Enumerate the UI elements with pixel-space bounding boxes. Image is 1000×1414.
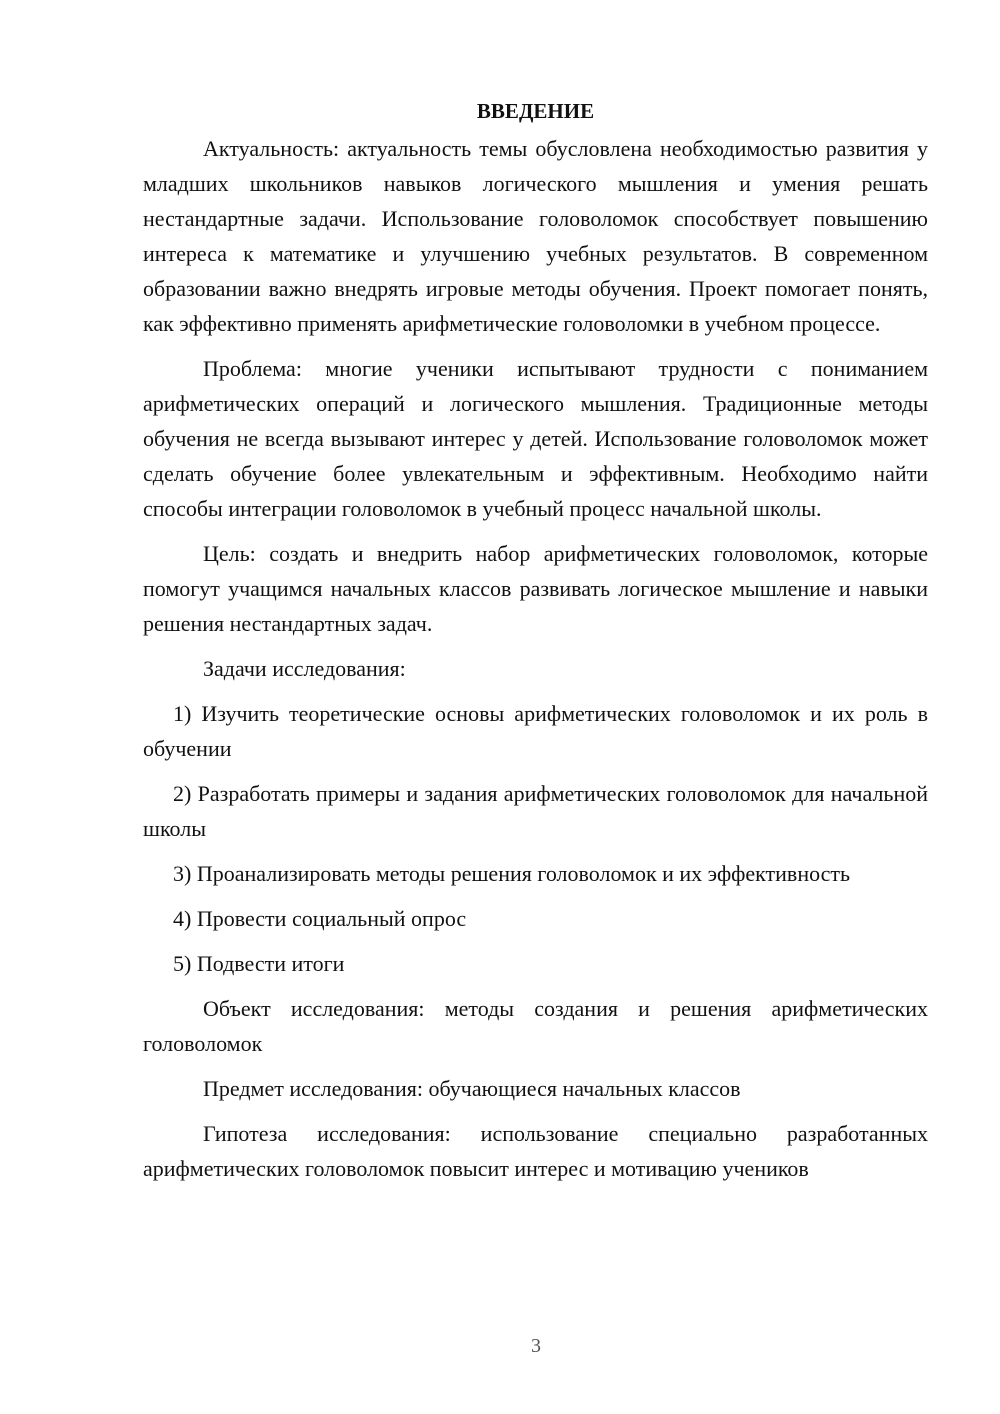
- task-item-1: 1) Изучить теоретические основы арифметических головоломок и их роль в обучении: [143, 701, 928, 761]
- page-number: 3: [531, 1335, 541, 1357]
- tasks-heading: Задачи исследования:: [203, 656, 406, 681]
- task-item-4: 4) Провести социальный опрос: [173, 906, 467, 931]
- relevance-paragraph: Актуальность: актуальность темы обусловлена необходимостью развития у младших школьников навыков логического мышления и умения решать нестандартные задачи. Использование головоломок способствует повышению интереса к математике и улучшению учебных результатов. В современном образовании важно внедрять игровые методы обучения. Проект помогает понять, как эффективно применять арифметические головоломки в учебном процессе.: [143, 136, 928, 336]
- research-subject-paragraph: Предмет исследования: обучающиеся начальных классов: [203, 1076, 741, 1101]
- problem-paragraph: Проблема: многие ученики испытывают трудности с пониманием арифметических операций и логического мышления. Традиционные методы обучения не всегда вызывают интерес у детей. Использование головоломок может сделать обучение более увлекательным и эффективным. Необходимо найти способы интеграции головоломок в учебный процесс начальной школы.: [143, 356, 928, 521]
- page-content: [143, 96, 928, 1196]
- task-item-2: 2) Разработать примеры и задания арифметических головоломок для начальной школы: [143, 781, 928, 841]
- hypothesis-paragraph: Гипотеза исследования: использование специально разработанных арифметических головоломок повысит интерес и мотивацию учеников: [143, 1121, 928, 1181]
- task-item-5: 5) Подвести итоги: [173, 951, 345, 976]
- section-title: ВВЕДЕНИЕ: [476, 99, 595, 123]
- goal-paragraph: Цель: создать и внедрить набор арифметических головоломок, которые помогут учащимся начальных классов развивать логическое мышление и навыки решения нестандартных задач.: [143, 541, 928, 636]
- research-object-paragraph: Объект исследования: методы создания и решения арифметических головоломок: [143, 996, 928, 1056]
- task-item-3: 3) Проанализировать методы решения головоломок и их эффективность: [173, 861, 851, 886]
